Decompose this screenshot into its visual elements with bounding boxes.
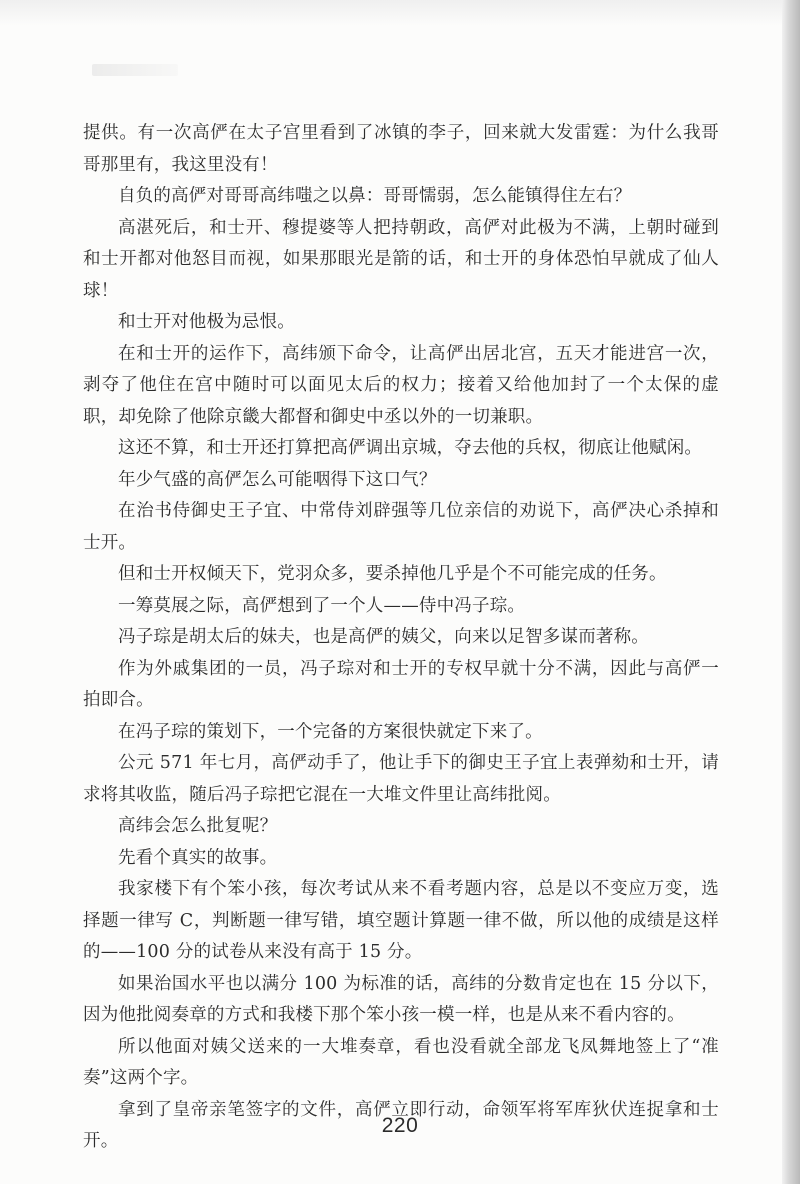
paragraph: 这还不算，和士开还打算把高俨调出京城，夺去他的兵权，彻底让他赋闲。 (118, 438, 703, 458)
page-edge-shadow (782, 0, 800, 1184)
page-number: 220 (381, 1114, 419, 1137)
paragraph: 冯子琮是胡太后的妹夫，也是高俨的姨父，向来以足智多谋而著称。 (118, 627, 649, 647)
body-text (83, 118, 719, 1158)
paragraph: 公元 571 年七月，高俨动手了，他让手下的御史王子宜上表弹劾和士开，请求将其收监，随后冯子琮把它混在一大堆文件里让高纬批阅。 (83, 753, 719, 805)
faded-running-head (92, 64, 178, 76)
paragraph: 我家楼下有个笨小孩，每次考试从来不看考题内容，总是以不变应万变，选择题一律写 C，判断题一律写错，填空题计算题一律不做，所以他的成绩是这样的——100 分的试卷从来没有高于 15 分。 (83, 879, 719, 962)
paragraph: 一筹莫展之际，高俨想到了一个人——侍中冯子琮。 (118, 595, 526, 616)
paragraph: 但和士开权倾天下，党羽众多，要杀掉他几乎是个不可能完成的任务。 (118, 564, 667, 584)
paragraph: 年少气盛的高俨怎么可能咽得下这口气？ (118, 469, 437, 490)
paragraph: 拿到了皇帝亲笔签字的文件，高俨立即行动，命领军将军库狄伏连捉拿和士开。 (83, 1099, 719, 1151)
paragraph: 在冯子琮的策划下，一个完备的方案很快就定下来了。 (118, 721, 543, 742)
paragraph: 在治书侍御史王子宜、中常侍刘辟强等几位亲信的劝说下，高俨决心杀掉和士开。 (83, 501, 719, 553)
paragraph-continuation: 提供。有一次高俨在太子宫里看到了冰镇的李子，回来就大发雷霆：为什么我哥哥那里有，我这里没有！ (83, 123, 719, 175)
paragraph: 在和士开的运作下，高纬颁下命令，让高俨出居北宫，五天才能进宫一次，剥夺了他住在宫中随时可以面见太后的权力；接着又给他加封了一个太保的虚职，却免除了他除京畿大都督和御史中丞以外的一切兼职。 (83, 343, 719, 427)
paragraph: 高湛死后，和士开、穆提婆等人把持朝政，高俨对此极为不满，上朝时碰到和士开都对他怒目而视，如果那眼光是箭的话，和士开的身体恐怕早就成了仙人球！ (83, 217, 719, 301)
paragraph: 所以他面对姨父送来的一大堆奏章，看也没看就全部龙飞凤舞地签上了“准奏”这两个字。 (83, 1036, 719, 1088)
paragraph: 和士开对他极为忌恨。 (118, 312, 295, 332)
paragraph: 如果治国水平也以满分 100 为标准的话，高纬的分数肯定也在 15 分以下，因为他批阅奏章的方式和我楼下那个笨小孩一模一样，也是从来不看内容的。 (83, 973, 719, 1025)
paragraph: 自负的高俨对哥哥高纬嗤之以鼻：哥哥懦弱，怎么能镇得住左右？ (118, 186, 632, 206)
paragraph: 先看个真实的故事。 (118, 847, 278, 868)
page-top-shadow (0, 0, 800, 26)
paragraph: 高纬会怎么批复呢？ (118, 816, 278, 836)
paragraph: 作为外戚集团的一员，冯子琮对和士开的专权早就十分不满，因此与高俨一拍即合。 (83, 658, 719, 710)
